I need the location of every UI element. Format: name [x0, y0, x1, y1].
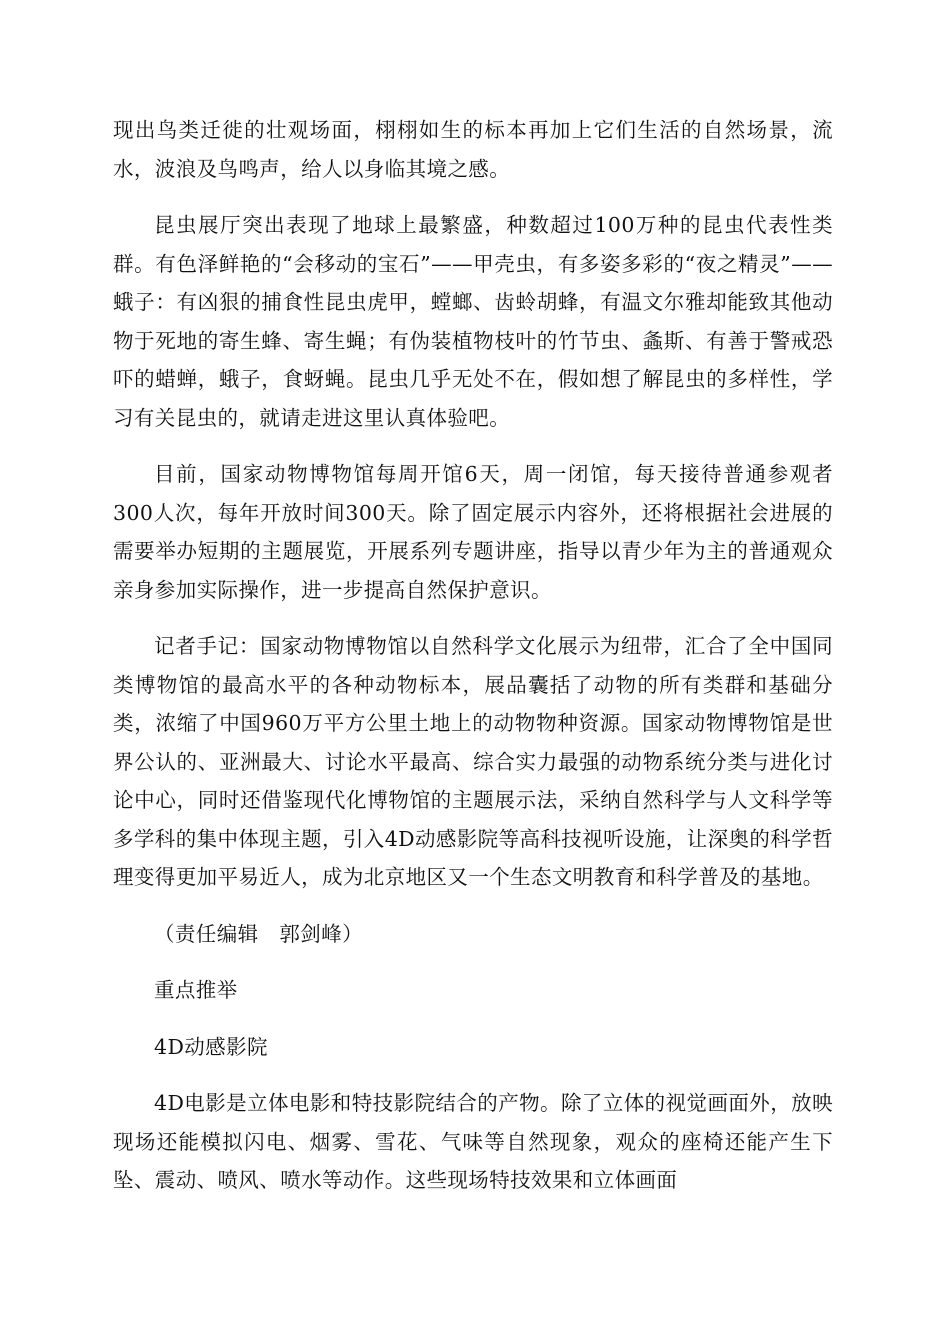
paragraph-insect-hall: 昆虫展厅突出表现了地球上最繁盛，种数超过100万种的昆虫代表性类群。有色泽鲜艳的“会移动的宝石”——甲壳虫，有多姿多彩的“夜之精灵”——蛾子：有凶狠的捕食性昆虫虎甲，螳螂、齿蛉胡蜂，有温文尔雅却能致其他动物于死地的寄生蜂、寄生蝇；有伪装植物枝叶的竹节虫、螽斯、有善于警戒恐吓的蜡蝉，蛾子，食蚜蝇。昆虫几乎无处不在，假如想了解昆虫的多样性，学习有关昆虫的，就请走进这里认真体验吧。 [113, 213, 833, 430]
document-body [113, 111, 833, 1218]
section-heading-4d-cinema: 4D动感影院 [154, 1034, 268, 1059]
section-heading-recommendation: 重点推举 [154, 978, 238, 1002]
paragraph-opening-hours: 目前，国家动物博物馆每周开馆6天，周一闭馆，每天接待普通参观者300人次，每年开放时间300天。除了固定展示内容外，还将根据社会进展的需要举办短期的主题展览，开展系列专题讲座，指导以青少年为主的普通观众亲身参加实际操作，进一步提高自然保护意识。 [113, 462, 833, 602]
paragraph-bird-migration: 现出鸟类迁徙的壮观场面，栩栩如生的标本再加上它们生活的自然场景，流水，波浪及鸟鸣声，给人以身临其境之感。 [113, 118, 833, 181]
paragraph-reporter-notes: 记者手记：国家动物博物馆以自然科学文化展示为纽带，汇合了全中国同类博物馆的最高水平的各种动物标本，展品囊括了动物的所有类群和基础分类，浓缩了中国960万平方公里土地上的动物物种资源。国家动物博物馆是世界公认的、亚洲最大、讨论水平最高、综合实力最强的动物系统分类与进化讨论中心，同时还借鉴现代化博物馆的主题展示法，采纳自然科学与人文科学等多学科的集中体现主题，引入4D动感影院等高科技视听设施，让深奥的科学哲理变得更加平易近人，成为北京地区又一个生态文明教育和科学普及的基地。 [113, 634, 833, 889]
paragraph-editor-credit: （责任编辑 郭剑峰） [154, 921, 363, 946]
paragraph-4d-cinema-description: 4D电影是立体电影和特技影院结合的产物。除了立体的视觉画面外，放映现场还能模拟闪电、烟雾、雪花、气味等自然现象，观众的座椅还能产生下坠、震动、喷风、喷水等动作。这些现场特技效果和立体画面 [113, 1091, 833, 1192]
